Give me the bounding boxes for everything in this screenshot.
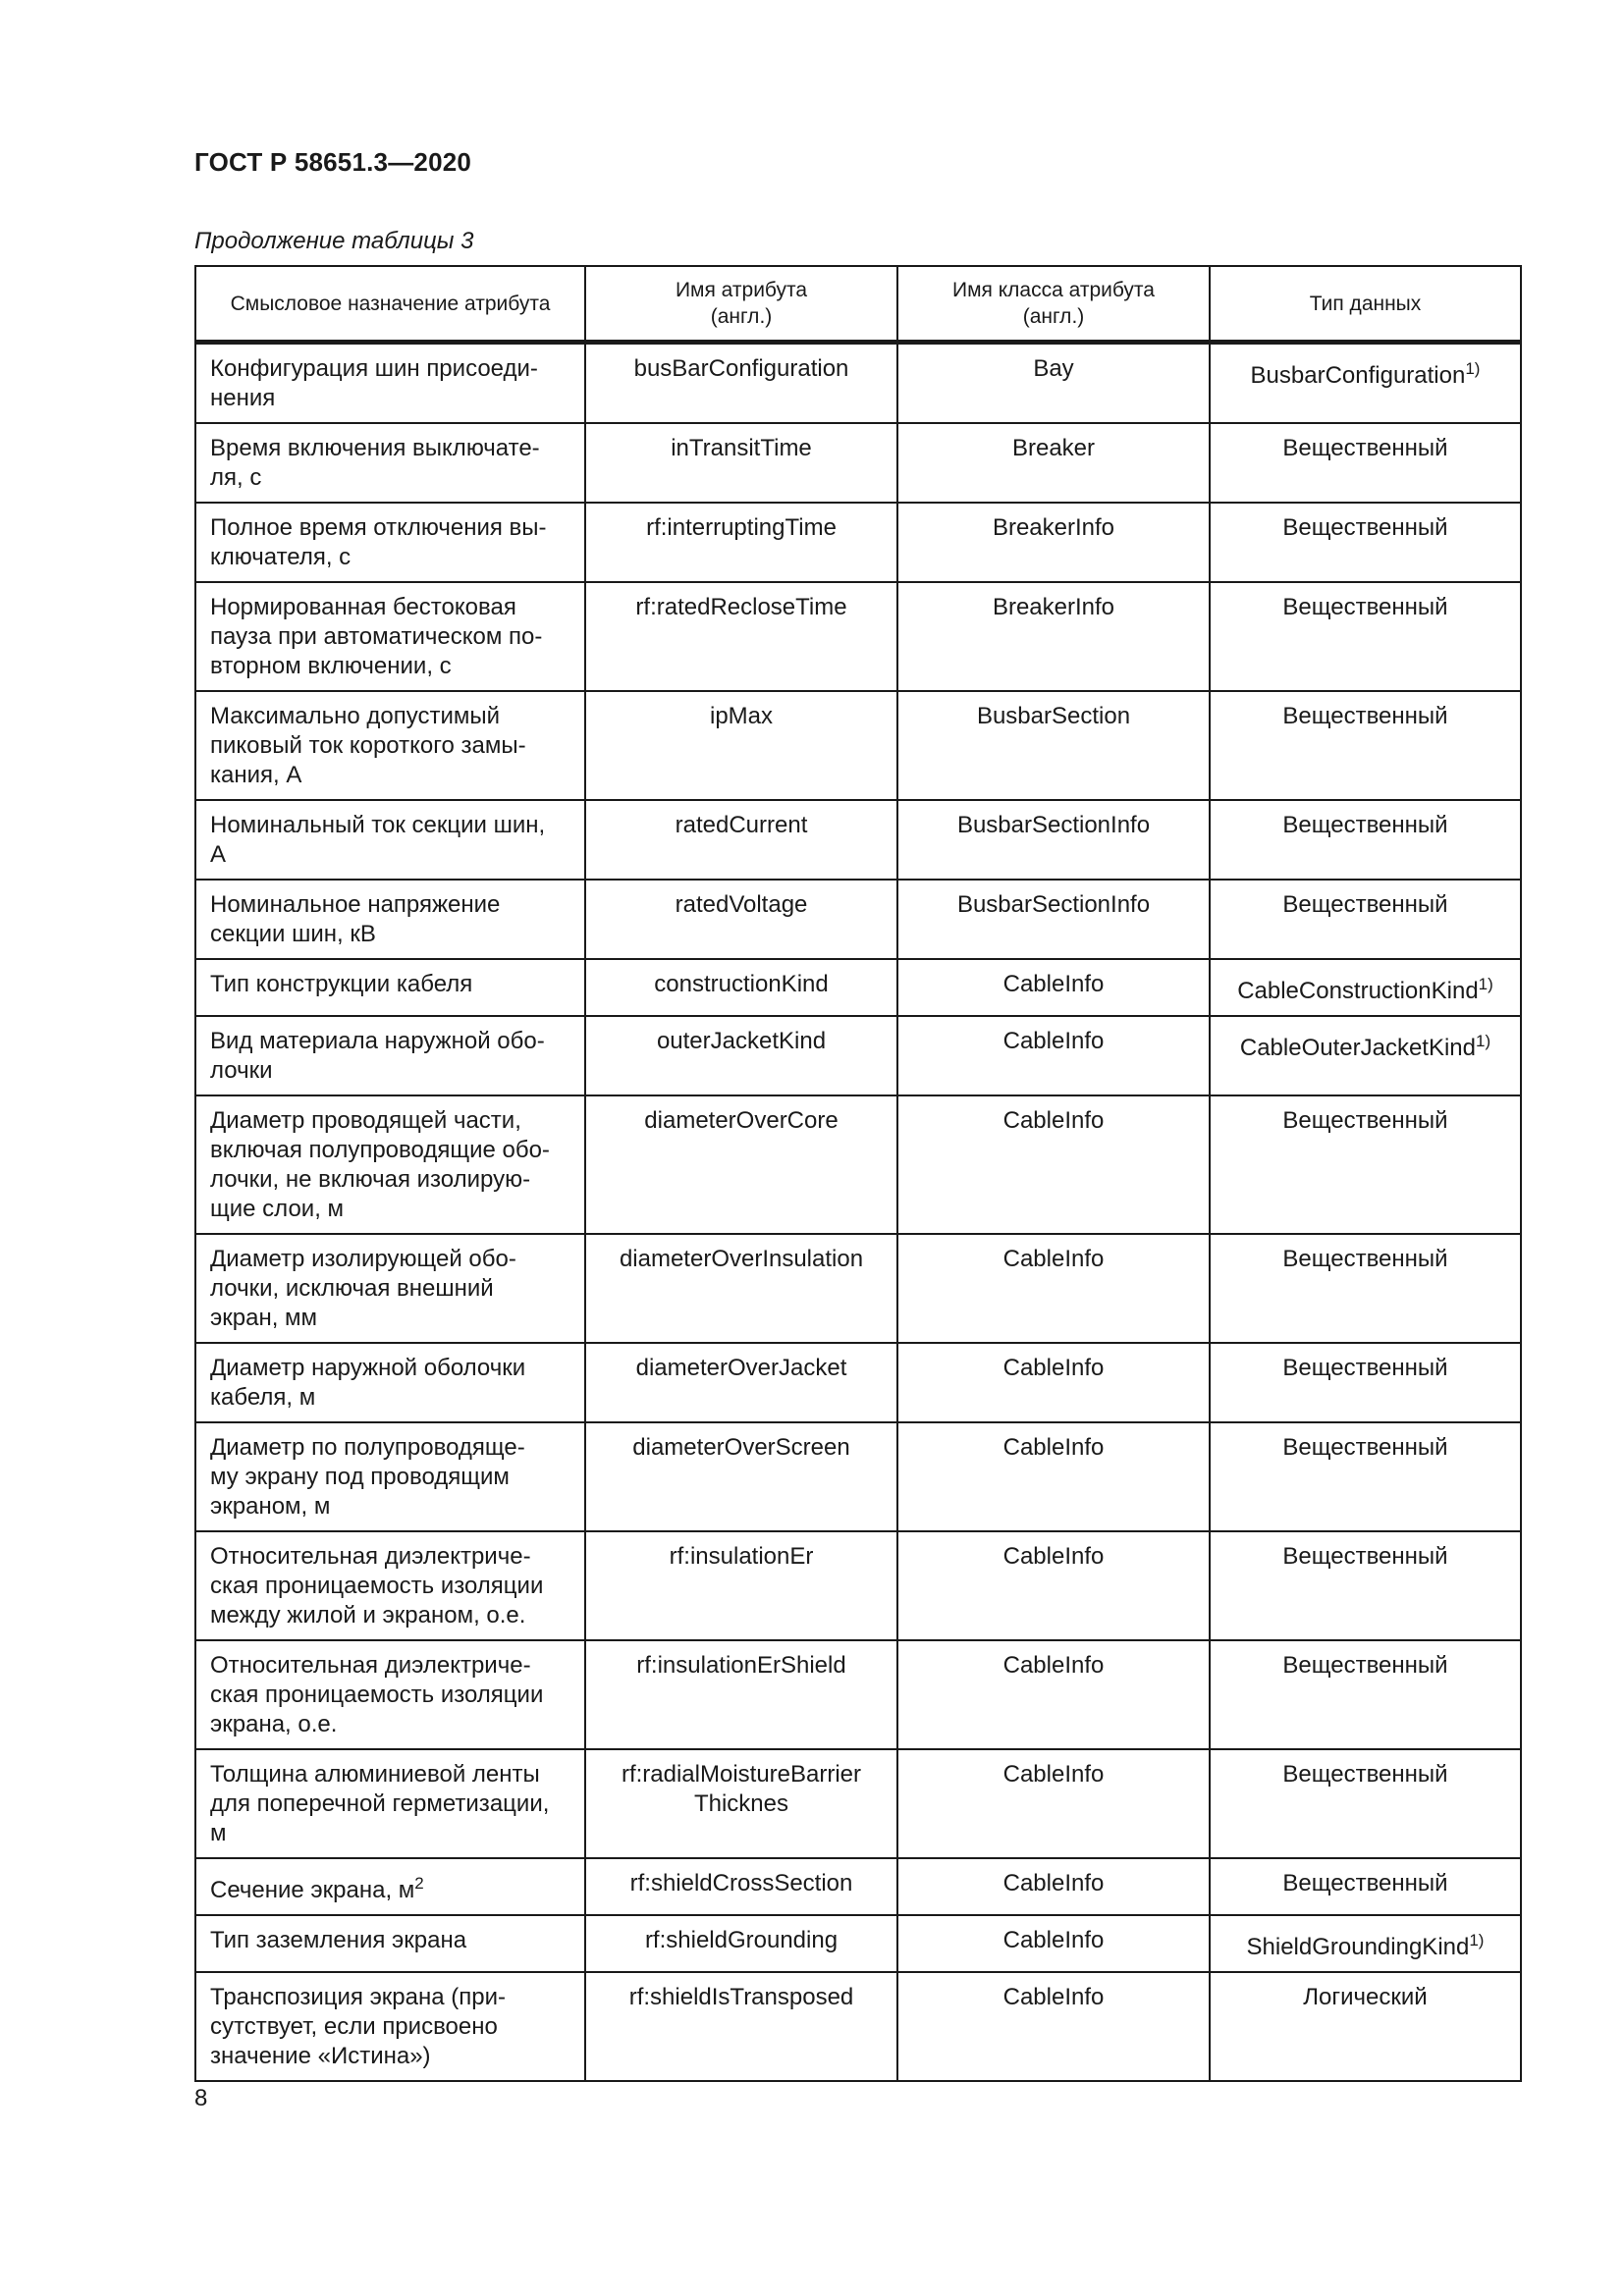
cell-data-type: Вещественный	[1210, 1531, 1521, 1640]
cell-data-type: CableOuterJacketKind$^{1)}$	[1210, 1016, 1521, 1095]
cell-attribute-name: constructionKind	[585, 959, 897, 1016]
cell-attribute-name: diameterOverScreen	[585, 1422, 897, 1531]
cell-data-type: Вещественный	[1210, 880, 1521, 959]
cell-attribute-name: rf:insulationEr	[585, 1531, 897, 1640]
cell-attribute-class: CableInfo	[897, 1640, 1210, 1749]
cell-attribute-class: CableInfo	[897, 1343, 1210, 1422]
cell-meaning: Относительная диэлектриче- ская проницаемость изоляции между жилой и экраном, о.е.	[195, 1531, 585, 1640]
cell-meaning: Диаметр по полупроводяще- му экрану под проводящим экраном, м	[195, 1422, 585, 1531]
cell-attribute-name: rf:shieldGrounding	[585, 1915, 897, 1972]
cell-data-type: CableConstructionKind$^{1)}$	[1210, 959, 1521, 1016]
cell-attribute-name: busBarConfiguration	[585, 343, 897, 424]
table-header-row	[195, 266, 1521, 343]
table-row	[195, 1095, 1521, 1234]
page-number: 8	[194, 2085, 208, 2111]
cell-data-type: Вещественный	[1210, 1095, 1521, 1234]
cell-data-type: BusbarConfiguration$^{1)}$	[1210, 343, 1521, 424]
cell-attribute-class: CableInfo	[897, 1016, 1210, 1095]
cell-attribute-name: rf:shieldCrossSection	[585, 1858, 897, 1915]
table-row	[195, 1972, 1521, 2081]
table-row	[195, 691, 1521, 800]
cell-attribute-class: CableInfo	[897, 1915, 1210, 1972]
cell-meaning: Максимально допустимый пиковый ток короткого замы- кания, А	[195, 691, 585, 800]
cell-meaning: Тип конструкции кабеля	[195, 959, 585, 1016]
cell-meaning: Вид материала наружной обо- лочки	[195, 1016, 585, 1095]
table-row	[195, 1640, 1521, 1749]
cell-attribute-class: CableInfo	[897, 1531, 1210, 1640]
cell-meaning: Транспозиция экрана (при- сутствует, если присвоено значение «Истина»)	[195, 1972, 585, 2081]
cell-attribute-class: CableInfo	[897, 1858, 1210, 1915]
cell-attribute-name: diameterOverCore	[585, 1095, 897, 1234]
cell-data-type: Вещественный	[1210, 1343, 1521, 1422]
cell-data-type: Вещественный	[1210, 1749, 1521, 1858]
document-title: ГОСТ Р 58651.3—2020	[194, 147, 472, 177]
table-row	[195, 503, 1521, 582]
cell-attribute-name: inTransitTime	[585, 423, 897, 503]
cell-data-type: ShieldGroundingKind$^{1)}$	[1210, 1915, 1521, 1972]
cell-attribute-class: CableInfo	[897, 1422, 1210, 1531]
header-data-type: Тип данных	[1210, 266, 1521, 343]
cell-meaning: Нормированная бестоковая пауза при автоматическом по- вторном включении, с	[195, 582, 585, 691]
cell-attribute-name: rf:radialMoistureBarrier Thicknes	[585, 1749, 897, 1858]
cell-data-type: Вещественный	[1210, 1422, 1521, 1531]
cell-attribute-name: outerJacketKind	[585, 1016, 897, 1095]
cell-meaning: Сечение экрана, $м^2$	[195, 1858, 585, 1915]
cell-attribute-name: rf:interruptingTime	[585, 503, 897, 582]
cell-attribute-name: ratedVoltage	[585, 880, 897, 959]
header-attribute-name: Имя атрибута (англ.)	[585, 266, 897, 343]
cell-meaning: Диаметр изолирующей обо- лочки, исключая внешний экран, мм	[195, 1234, 585, 1343]
table-row	[195, 343, 1521, 424]
table-caption: Продолжение таблицы 3	[194, 228, 474, 254]
cell-meaning: Номинальный ток секции шин, А	[195, 800, 585, 880]
table-row	[195, 423, 1521, 503]
table-row	[195, 1016, 1521, 1095]
footnote-marker: 1)	[1465, 359, 1481, 378]
cell-meaning: Номинальное напряжение секции шин, кВ	[195, 880, 585, 959]
cell-attribute-class: Breaker	[897, 423, 1210, 503]
cell-data-type: Вещественный	[1210, 582, 1521, 691]
attributes-table	[194, 265, 1522, 2082]
table-row	[195, 1422, 1521, 1531]
table-row	[195, 1343, 1521, 1422]
cell-meaning: Диаметр проводящей части, включая полупроводящие обо- лочки, не включая изолирую- щие слои, м	[195, 1095, 585, 1234]
cell-attribute-name: ipMax	[585, 691, 897, 800]
cell-meaning: Диаметр наружной оболочки кабеля, м	[195, 1343, 585, 1422]
table-row	[195, 1531, 1521, 1640]
footnote-marker: 1)	[1478, 975, 1493, 993]
table-row	[195, 582, 1521, 691]
table-row	[195, 959, 1521, 1016]
footnote-marker: 1)	[1469, 1931, 1485, 1949]
cell-attribute-class: BusbarSectionInfo	[897, 800, 1210, 880]
cell-attribute-class: CableInfo	[897, 1749, 1210, 1858]
cell-attribute-class: CableInfo	[897, 1972, 1210, 2081]
cell-attribute-class: Bay	[897, 343, 1210, 424]
cell-attribute-class: BusbarSection	[897, 691, 1210, 800]
table-row	[195, 1749, 1521, 1858]
cell-meaning: Полное время отключения вы- ключателя, с	[195, 503, 585, 582]
table-row	[195, 1234, 1521, 1343]
cell-data-type: Вещественный	[1210, 691, 1521, 800]
cell-attribute-class: BreakerInfo	[897, 503, 1210, 582]
cell-attribute-name: rf:insulationErShield	[585, 1640, 897, 1749]
table-row	[195, 880, 1521, 959]
cell-attribute-class: CableInfo	[897, 1234, 1210, 1343]
table-row	[195, 1858, 1521, 1915]
cell-attribute-class: CableInfo	[897, 959, 1210, 1016]
cell-meaning: Толщина алюминиевой ленты для поперечной герметизации, м	[195, 1749, 585, 1858]
cell-attribute-name: rf:ratedRecloseTime	[585, 582, 897, 691]
cell-data-type: Вещественный	[1210, 503, 1521, 582]
cell-attribute-name: ratedCurrent	[585, 800, 897, 880]
cell-meaning: Относительная диэлектриче- ская проницаемость изоляции экрана, о.е.	[195, 1640, 585, 1749]
header-attribute-class: Имя класса атрибута (англ.)	[897, 266, 1210, 343]
superscript: 2	[414, 1874, 424, 1893]
header-meaning: Смысловое назначение атрибута	[195, 266, 585, 343]
cell-data-type: Вещественный	[1210, 423, 1521, 503]
cell-data-type: Вещественный	[1210, 1858, 1521, 1915]
cell-meaning: Время включения выключате- ля, с	[195, 423, 585, 503]
cell-data-type: Вещественный	[1210, 1640, 1521, 1749]
cell-attribute-name: diameterOverJacket	[585, 1343, 897, 1422]
cell-meaning: Конфигурация шин присоеди- нения	[195, 343, 585, 424]
cell-data-type: Вещественный	[1210, 1234, 1521, 1343]
cell-attribute-class: CableInfo	[897, 1095, 1210, 1234]
cell-attribute-class: BusbarSectionInfo	[897, 880, 1210, 959]
cell-meaning: Тип заземления экрана	[195, 1915, 585, 1972]
cell-attribute-class: BreakerInfo	[897, 582, 1210, 691]
table-row	[195, 800, 1521, 880]
footnote-marker: 1)	[1476, 1032, 1491, 1050]
cell-data-type: Вещественный	[1210, 800, 1521, 880]
cell-attribute-name: rf:shieldIsTransposed	[585, 1972, 897, 2081]
table-row	[195, 1915, 1521, 1972]
cell-attribute-name: diameterOverInsulation	[585, 1234, 897, 1343]
table-body	[195, 343, 1521, 2082]
cell-data-type: Логический	[1210, 1972, 1521, 2081]
